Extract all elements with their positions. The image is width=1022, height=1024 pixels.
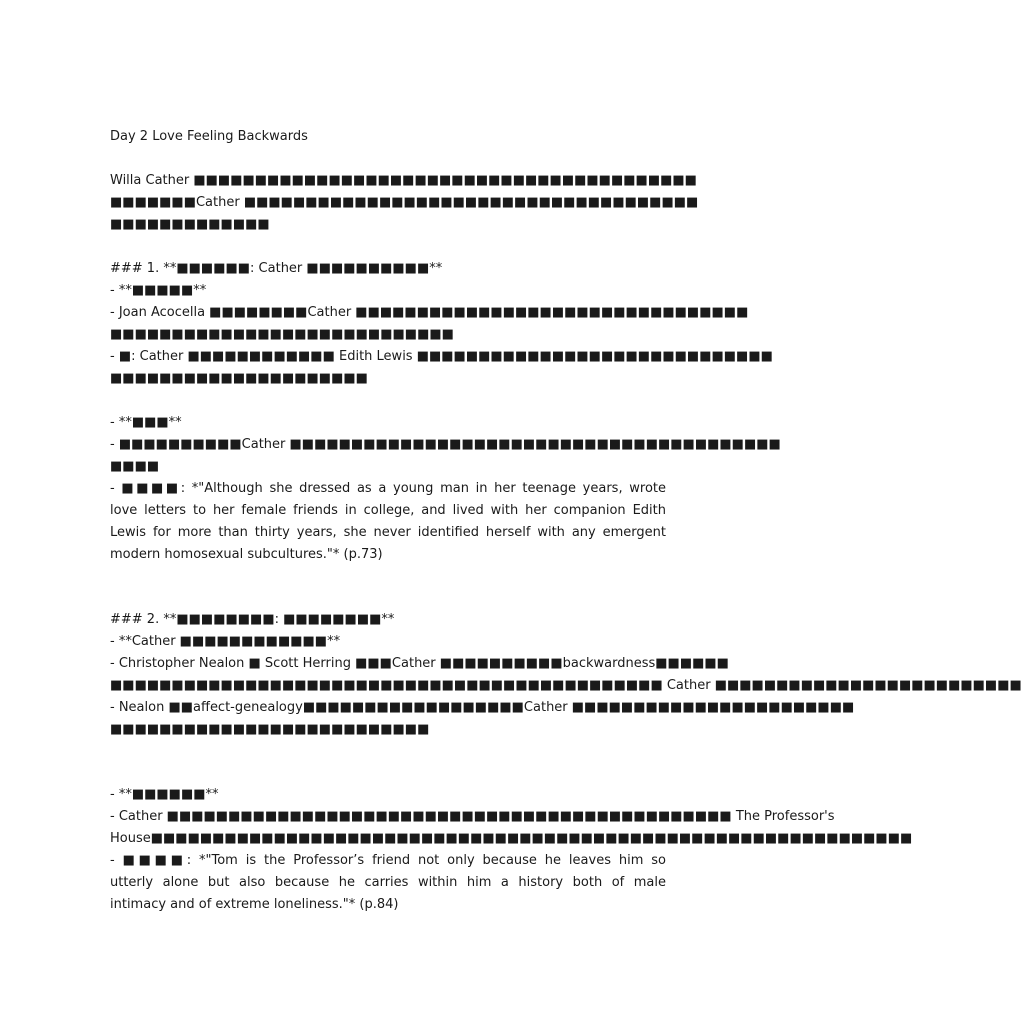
body-line: - ■■■■■■■■■■Cather ■■■■■■■■■■■■■■■■■■■■■■■■■■■■■■■■■■■■■■■■ (110, 437, 781, 452)
quote-line: intimacy and of extreme loneliness."* (p.84) (110, 897, 399, 912)
body-line: - ■: Cather ■■■■■■■■■■■■ Edith Lewis ■■■■■■■■■■■■■■■■■■■■■■■■■■■■■ (110, 349, 773, 364)
body-line: ■■■■ (110, 459, 160, 474)
quote-line: utterly alone but also because he carries within him a history both of male (110, 875, 666, 890)
subsection-label: - **■■■■■■** (110, 787, 219, 802)
subsection-label: - **Cather ■■■■■■■■■■■■** (110, 634, 341, 649)
quote-line: - ■■■■: *"Tom is the Professor’s friend not only because he leaves him so (110, 853, 666, 868)
quote-line: Lewis for more than thirty years, she never identified herself with any emergent (110, 525, 666, 540)
section-heading: ### 1. **■■■■■■: Cather ■■■■■■■■■■** (110, 261, 443, 276)
intro-line: ■■■■■■■■■■■■■ (110, 217, 270, 232)
section-heading: ### 2. **■■■■■■■■: ■■■■■■■■** (110, 612, 395, 627)
body-line: - Cather ■■■■■■■■■■■■■■■■■■■■■■■■■■■■■■■■■■■■■■■■■■■■■■ The Professor's (110, 809, 835, 824)
body-line: - Joan Acocella ■■■■■■■■Cather ■■■■■■■■■■■■■■■■■■■■■■■■■■■■■■■■ (110, 305, 749, 320)
document-title: Day 2 Love Feeling Backwards (110, 129, 308, 144)
body-line: - Nealon ■■affect-genealogy■■■■■■■■■■■■■■■■■■Cather ■■■■■■■■■■■■■■■■■■■■■■■ (110, 700, 855, 715)
quote-line: love letters to her female friends in college, and lived with her companion Edith (110, 503, 666, 518)
intro-line: Willa Cather ■■■■■■■■■■■■■■■■■■■■■■■■■■■■■■■■■■■■■■■■■ (110, 173, 697, 188)
intro-line: ■■■■■■■Cather ■■■■■■■■■■■■■■■■■■■■■■■■■■■■■■■■■■■■■ (110, 195, 699, 210)
quote-line: modern homosexual subcultures."* (p.73) (110, 547, 383, 562)
body-line: ■■■■■■■■■■■■■■■■■■■■■■■■■■■■ (110, 327, 454, 342)
body-line: ■■■■■■■■■■■■■■■■■■■■■■■■■■■■■■■■■■■■■■■■■■■■■ Cather ■■■■■■■■■■■■■■■■■■■■■■■■■ (110, 678, 1022, 693)
subsection-label: - **■■■■■** (110, 283, 207, 298)
body-line: - Christopher Nealon ■ Scott Herring ■■■Cather ■■■■■■■■■■backwardness■■■■■■ (110, 656, 729, 671)
body-line: ■■■■■■■■■■■■■■■■■■■■■■■■■■ (110, 722, 430, 737)
body-line: ■■■■■■■■■■■■■■■■■■■■■ (110, 371, 368, 386)
quote-line: - ■■■■: *"Although she dressed as a young man in her teenage years, wrote (110, 481, 666, 496)
subsection-label: - **■■■** (110, 415, 182, 430)
body-line: House■■■■■■■■■■■■■■■■■■■■■■■■■■■■■■■■■■■■■■■■■■■■■■■■■■■■■■■■■■■■■■ (110, 831, 913, 846)
